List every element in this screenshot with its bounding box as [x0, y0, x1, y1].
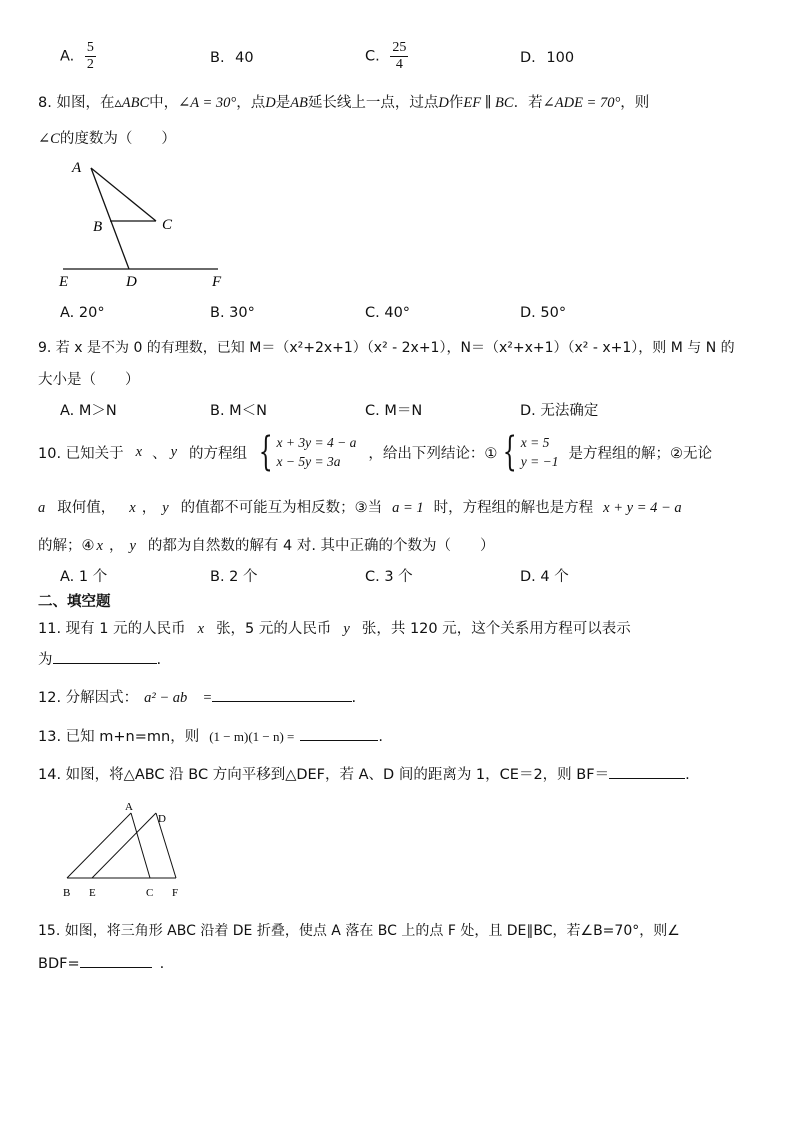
section-heading: 二、填空题: [38, 594, 111, 610]
math-expr: x + y = 4 − a: [603, 500, 682, 516]
math-expr: a² − ab: [144, 690, 188, 706]
answer-blank[interactable]: [212, 687, 352, 702]
q9-option-d: D. 无法确定: [520, 403, 599, 419]
label-c: C: [162, 217, 173, 233]
q9-line2: 大小是（ ）: [38, 372, 140, 388]
option-label: C.: [365, 48, 380, 65]
text: ，给出下列结论：①: [368, 445, 498, 462]
q8-option-c: C. 40°: [365, 305, 411, 321]
q14-line: [38, 763, 690, 784]
solution-system: [497, 429, 559, 475]
text: 的方程组: [189, 445, 248, 462]
math-var: x: [129, 500, 136, 516]
text: ，: [141, 500, 157, 516]
text: .: [685, 767, 690, 783]
math-var: y: [170, 443, 178, 460]
q8-option-b: B. 30°: [210, 305, 255, 321]
text: 作: [448, 95, 464, 111]
line-ab: [67, 813, 131, 878]
brace: {: [258, 429, 273, 475]
solution-y: y = −1: [520, 454, 559, 469]
math-var: x: [197, 621, 205, 637]
q8-figure: [55, 155, 235, 295]
text: 时，方程组的解也是方程: [433, 500, 594, 516]
q8-line2: [38, 127, 176, 148]
q10-line1: [38, 430, 712, 474]
math-triangle: ▵ABC: [114, 95, 150, 111]
text: ，则: [620, 95, 650, 111]
fraction: [85, 40, 96, 73]
q13-line: [38, 725, 383, 746]
math-segment: AB: [290, 95, 308, 111]
q8-option-d: D. 50°: [520, 305, 567, 321]
text: 13. 已知 m+n=mn，则: [38, 729, 200, 745]
answer-blank[interactable]: [609, 764, 685, 779]
label-b: B: [63, 887, 71, 899]
answer-blank[interactable]: [53, 649, 157, 664]
math-parallel: EF ∥ BC: [463, 95, 514, 111]
q7-option-c: [365, 40, 408, 73]
q15-line2: [38, 953, 164, 972]
equation-2: x − 5y = 3a: [276, 454, 341, 469]
text: ．若: [513, 95, 543, 111]
text: 的度数为（ ）: [59, 131, 176, 147]
text: 张，5 元的人民币: [216, 621, 332, 637]
q10-option-d: D. 4 个: [520, 569, 569, 585]
label-b: B: [93, 219, 103, 235]
q10-option-c: C. 3 个: [365, 569, 413, 585]
math-angle: ∠A = 30°: [178, 95, 237, 111]
option-label: B.: [210, 50, 225, 66]
equation-system: [253, 429, 357, 475]
q11-line1: [38, 617, 631, 638]
q8-line1: [38, 91, 649, 112]
text: 张，共 120 元，这个关系用方程可以表示: [361, 621, 631, 637]
option-label: A.: [60, 48, 75, 65]
denominator: 2: [86, 57, 94, 72]
text: 的都为自然数的解有 4 对. 其中正确的个数为（ ）: [147, 538, 495, 554]
text: 延长线上一点，过点: [307, 95, 439, 111]
text: .: [156, 652, 162, 668]
text: 中，: [149, 95, 179, 111]
math-equals: =: [203, 690, 212, 706]
q11-line2: [38, 648, 161, 669]
text: .: [378, 729, 384, 745]
option-value: 40: [235, 50, 254, 66]
q9-line1: 9. 若 x 是不为 0 的有理数，已知 M＝（x²+2x+1）（x² - 2x+1），N＝（x²+x+1）（x² - x+1），则 M 与 N 的: [38, 340, 735, 356]
math-var: x: [135, 443, 143, 460]
option-label: D.: [520, 50, 536, 66]
q9-option-b: B. M＜N: [210, 403, 268, 419]
text: 是: [275, 95, 291, 111]
label-e: E: [59, 274, 69, 290]
line-ac: [131, 813, 150, 878]
math-point: D: [265, 95, 276, 111]
q15-line1: 15. 如图，将三角形 ABC 沿着 DE 折叠，使点 A 落在 BC 上的点 F 处，且 DE∥BC，若∠B=70°，则∠: [38, 923, 680, 939]
text: 取何值，: [57, 500, 116, 516]
label-d: D: [158, 813, 166, 825]
text: ，点: [236, 95, 266, 111]
math-point: D: [438, 95, 449, 111]
text: BDF=: [38, 956, 80, 972]
numerator: 5: [86, 40, 94, 55]
label-d: D: [126, 274, 137, 290]
label-f: F: [172, 887, 179, 899]
q7-option-b: [210, 50, 254, 66]
math-var: y: [129, 538, 136, 554]
q7-option-d: [520, 50, 574, 66]
math-var: y: [162, 500, 169, 516]
numerator: 25: [392, 40, 407, 55]
answer-blank[interactable]: [80, 953, 152, 968]
denominator: 4: [395, 57, 403, 72]
label-e: E: [89, 887, 96, 899]
q10-line3: [38, 534, 495, 555]
line-de: [92, 813, 156, 878]
brace: {: [503, 429, 518, 475]
text: 10. 已知关于: [38, 445, 124, 462]
text: 是方程组的解；②无论: [568, 445, 712, 462]
q9-option-c: C. M＝N: [365, 403, 423, 419]
text: .: [351, 690, 357, 706]
option-value: 100: [546, 50, 575, 66]
text: .: [159, 956, 165, 972]
fraction: [390, 40, 408, 73]
text: 的解；④: [38, 538, 95, 554]
label-f: F: [212, 274, 222, 290]
text: 为: [38, 652, 53, 668]
math-angle: ∠C: [38, 131, 60, 147]
math-var: y: [343, 621, 350, 637]
math-expr: a = 1: [392, 500, 424, 516]
label-a: A: [125, 801, 133, 813]
q9-option-a: A. M＞N: [60, 403, 117, 419]
math-expr: (1 − m)(1 − n) =: [209, 729, 295, 744]
equation-1: x + 3y = 4 − a: [276, 435, 357, 450]
q10-option-b: B. 2 个: [210, 569, 258, 585]
text: ，: [108, 538, 124, 554]
label-a: A: [72, 160, 82, 176]
solution-x: x = 5: [520, 435, 550, 450]
q8-option-a: A. 20°: [60, 305, 105, 321]
math-var: a: [38, 500, 46, 516]
q10-option-a: A. 1 个: [60, 569, 108, 585]
q10-line2: [38, 496, 682, 517]
label-c: C: [146, 887, 154, 899]
q12-line: [38, 686, 356, 707]
math-var: x: [96, 538, 103, 554]
q7-option-a: [60, 40, 96, 73]
q14-figure: [60, 798, 190, 902]
answer-blank[interactable]: [300, 726, 378, 741]
text: 、: [152, 445, 167, 462]
text: 8. 如图，在: [38, 95, 115, 111]
text: 14. 如图，将△ABC 沿 BC 方向平移到△DEF，若 A、D 间的距离为 1，CE＝2，则 BF＝: [38, 767, 610, 783]
math-angle: ∠ADE = 70°: [542, 95, 621, 111]
text: 11. 现有 1 元的人民币: [38, 621, 186, 637]
text: 的值都不可能互为相反数；③当: [180, 500, 383, 516]
text: 12. 分解因式：: [38, 690, 139, 706]
